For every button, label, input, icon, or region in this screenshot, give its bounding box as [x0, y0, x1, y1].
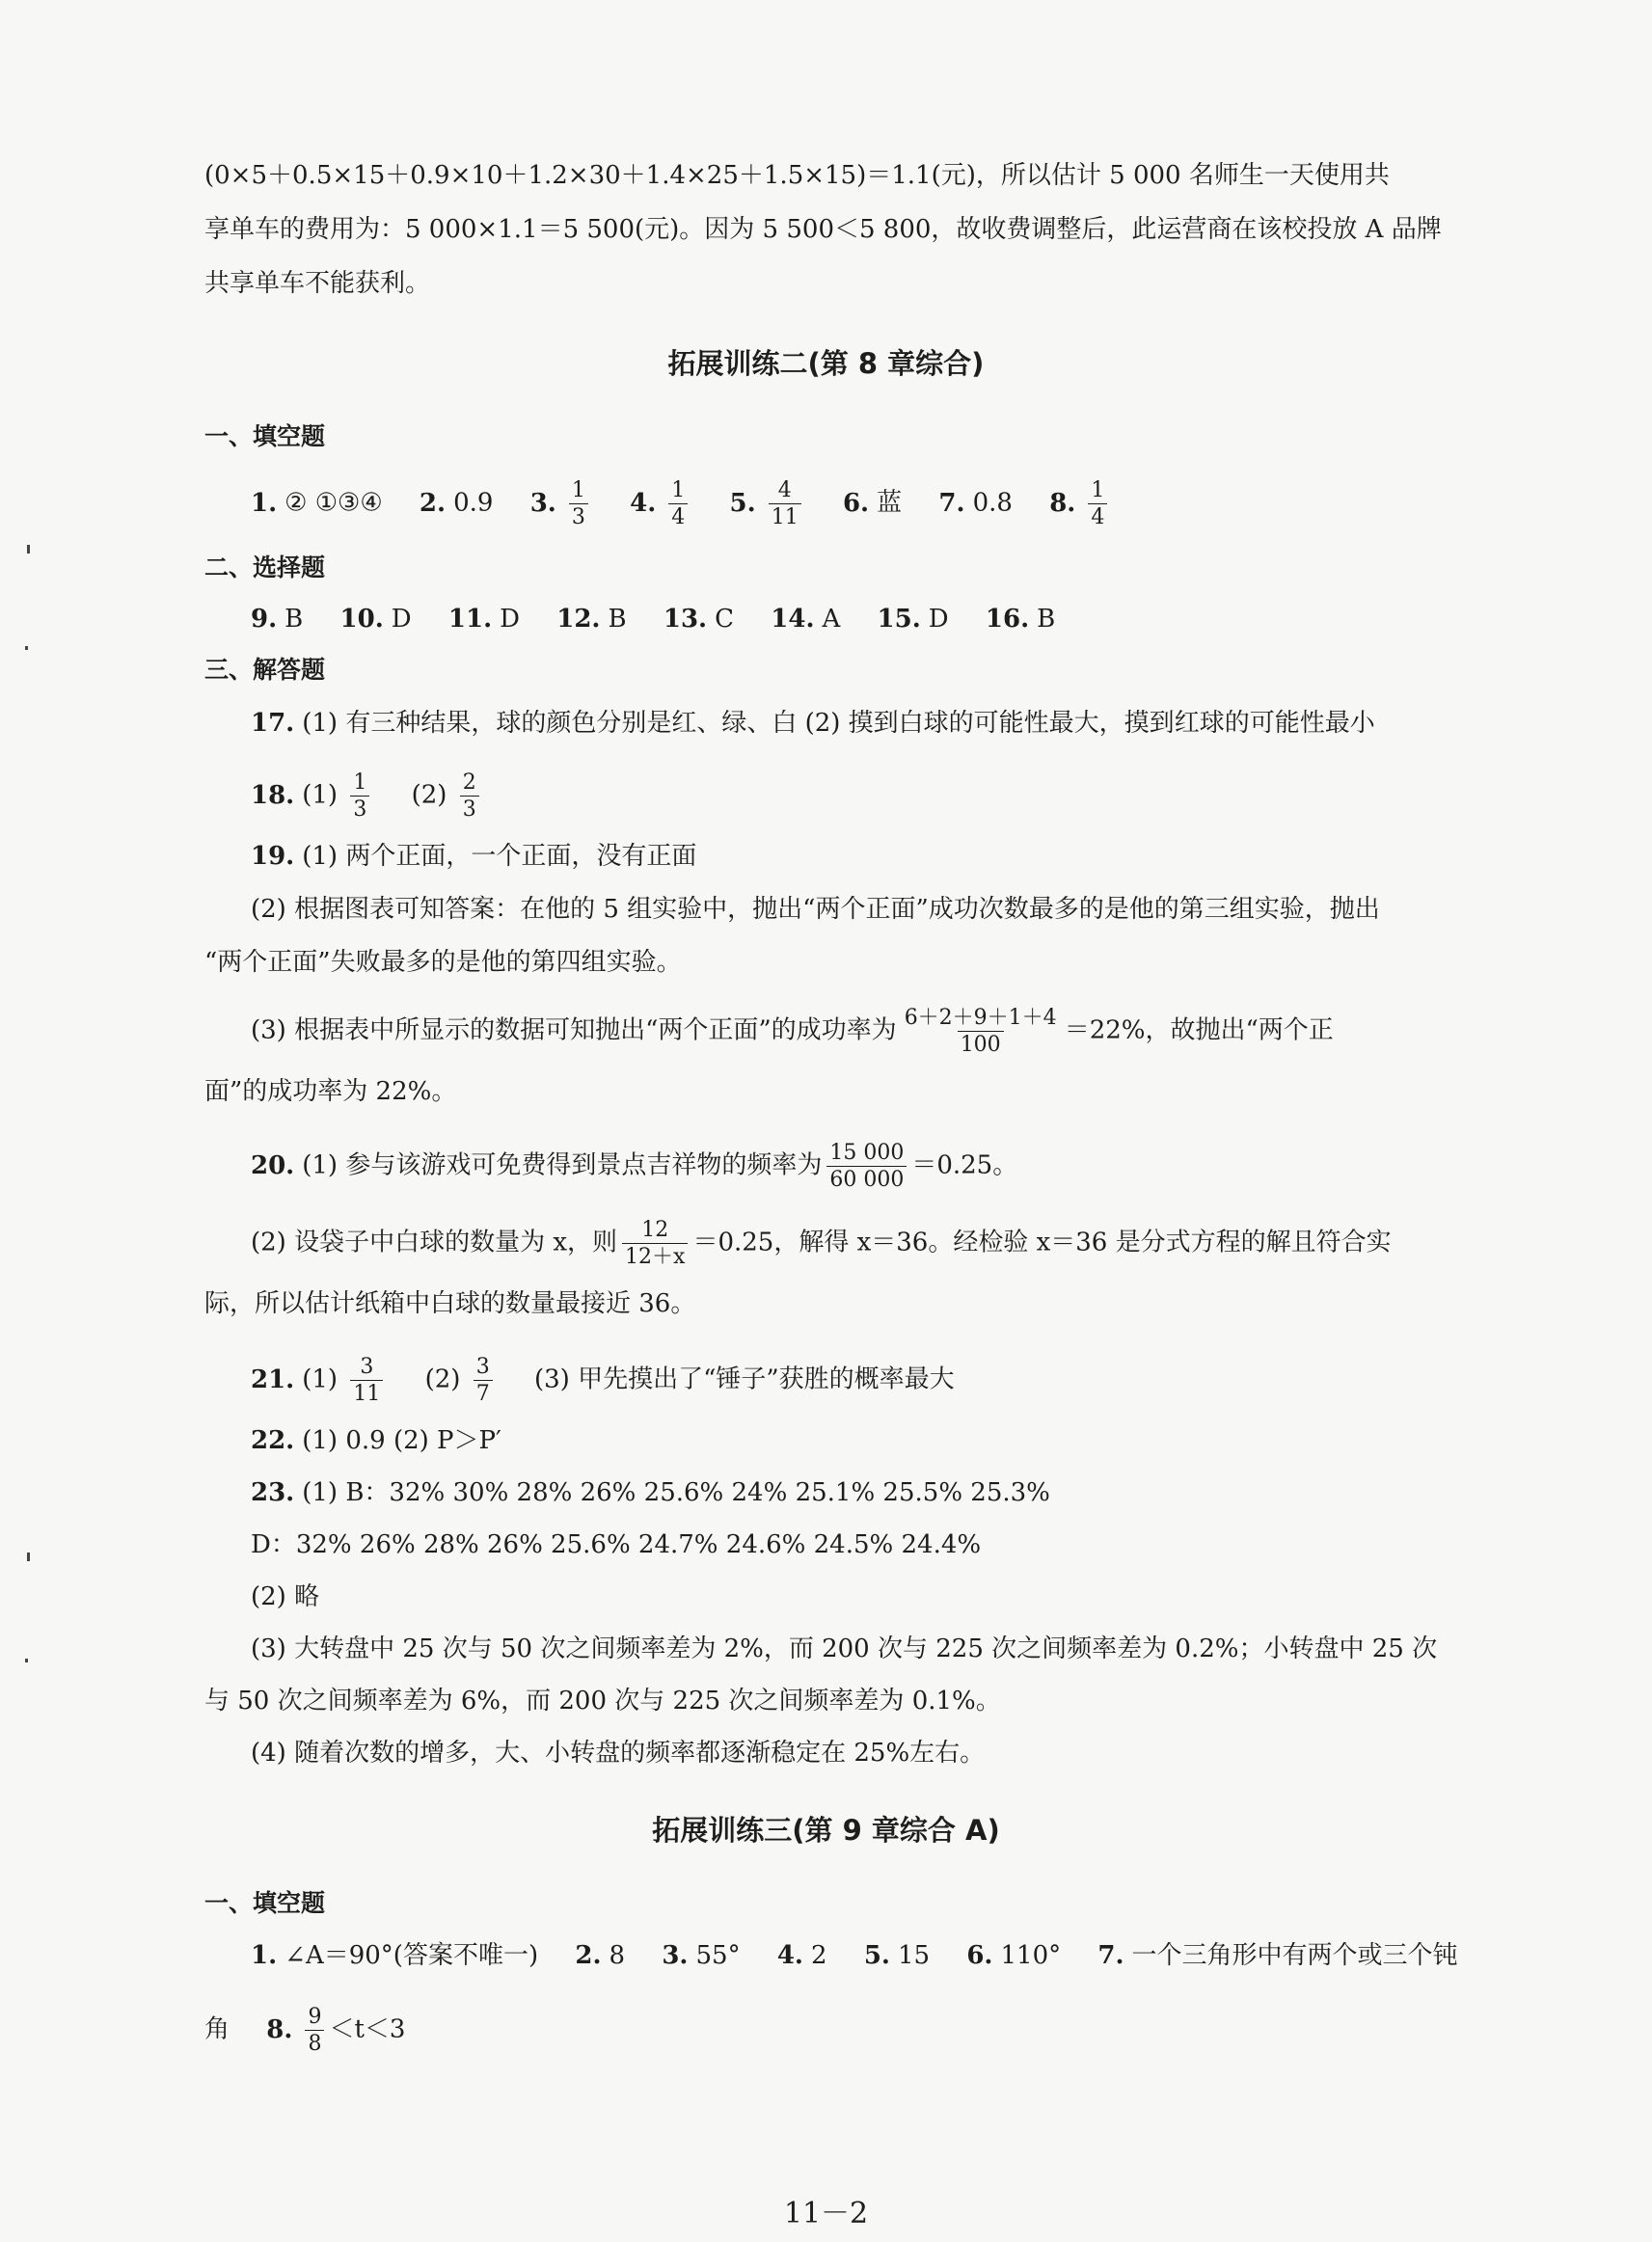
q17-answer: 17. (1) 有三种结果，球的颜色分别是红、绿、白 (2) 摸到白球的可能性最大，摸到红球的可能性最小 [251, 709, 1375, 738]
q21-answer: 21. (1) $\frac{3}{11}$ (2) $\frac{3}{7}$ (3) 甲先摸出了“锤子”获胜的概率最大 [251, 1355, 955, 1407]
section-title-training-3: 拓展训练三(第 9 章综合 A) [652, 1814, 1000, 1847]
heading-fill-blank-2: 一、填空题 [204, 1889, 326, 1917]
q19-part2-line1: (2) 根据图表可知答案：在他的 5 组实验中，抛出“两个正面”成功次数最多的是他的第三组实验，抛出 [251, 895, 1380, 924]
binding-mark [27, 545, 30, 554]
q23-part3-line1: (3) 大转盘中 25 次与 50 次之间频率差为 2%，而 200 次与 225 次之间频率差为 0.2%；小转盘中 25 次 [251, 1634, 1438, 1663]
binding-mark [25, 1659, 28, 1662]
fraction: $\frac{6+2+9+1+4}{100}$ [904, 1006, 1057, 1058]
q23-part1-b: 23. (1) B：32% 30% 28% 26% 25.6% 24% 25.1% 25.5% 25.3% [251, 1478, 1050, 1507]
q20-part2-line1: (2) 设袋子中白球的数量为 x，则 $\frac{12}{12+x}$ ＝0.25，解得 x＝36。经检验 x＝36 是分式方程的解且符合实 [251, 1218, 1392, 1270]
fraction: $\frac{1}{3}$ [350, 771, 369, 821]
q23-part1-d: D：32% 26% 28% 26% 25.6% 24.7% 24.6% 24.5% 24.4% [251, 1530, 982, 1559]
q19-part1: 19. (1) 两个正面，一个正面，没有正面 [251, 842, 697, 871]
fill-blank-answers-2: 1. ∠A＝90°(答案不唯一) 2. 8 3. 55° 4. 2 5. 15 6. 110° 7. 一个三角形中有两个或三个钝 [251, 1941, 1458, 1970]
fraction: $\frac{1}{4}$ [1088, 479, 1107, 528]
choice-answers: 9. B 10. D 11. D 12. B 13. C 14. A 15. D 16. B [251, 605, 1056, 634]
q19-part3-line1: (3) 根据表中所显示的数据可知抛出“两个正面”的成功率为 $\frac{6+2+9+1+4}{100}$ ＝22%，故抛出“两个正 [251, 1006, 1334, 1058]
section-title-training-2: 拓展训练二(第 8 章综合) [667, 347, 985, 380]
fraction: $\frac{3}{11}$ [350, 1356, 383, 1405]
q19-part3-line2: 面”的成功率为 22%。 [204, 1077, 457, 1106]
binding-mark [27, 1553, 30, 1561]
fill-blank-answers: 1. ② ①③④ 2. 0.9 3. $\frac{1}{3}$ 4. $\frac{1}{4}$ 5. $\frac{4}{11}$ 6. 蓝 7. 0.8 8. $\frac{1}{4}$ [251, 479, 1112, 528]
fraction: $\frac{4}{11}$ [769, 479, 801, 528]
q19-part2-line2: “两个正面”失败最多的是他的第四组实验。 [204, 948, 682, 977]
q20-part2-line2: 际，所以估计纸箱中白球的数量最接近 36。 [204, 1289, 696, 1318]
fraction: $\frac{15 000}{60 000}$ [826, 1142, 907, 1191]
fraction: $\frac{1}{3}$ [569, 479, 588, 528]
heading-fill-blank: 一、填空题 [204, 422, 326, 450]
q23-part3-line2: 与 50 次之间频率差为 6%，而 200 次与 225 次之间频率差为 0.1%。 [204, 1687, 1001, 1715]
q23-part4: (4) 随着次数的增多，大、小转盘的频率都逐渐稳定在 25%左右。 [251, 1739, 986, 1768]
intro-line-1: (0×5＋0.5×15＋0.9×10＋1.2×30＋1.4×25＋1.5×15)＝1.1(元)，所以估计 5 000 名师生一天使用共 [204, 161, 1390, 190]
q18-answer: 18. (1) $\frac{1}{3}$ (2) $\frac{2}{3}$ [251, 771, 484, 821]
heading-solutions: 三、解答题 [204, 656, 326, 684]
fraction: $\frac{1}{4}$ [668, 479, 688, 528]
intro-line-3: 共享单车不能获利。 [204, 269, 431, 298]
fraction: $\frac{3}{7}$ [474, 1356, 493, 1405]
intro-line-2: 享单车的费用为：5 000×1.1＝5 500(元)。因为 5 500＜5 800，故收费调整后，此运营商在该校投放 A 品牌 [204, 215, 1442, 244]
fill-blank-answers-2-cont: 角 8. $\frac{9}{8}$ ＜t＜3 [204, 2005, 406, 2057]
binding-mark [25, 646, 28, 650]
fraction: $\frac{12}{12+x}$ [622, 1219, 688, 1268]
fraction: $\frac{9}{8}$ [305, 2006, 324, 2055]
q22-answer: 22. (1) 0.9 (2) P＞P′ [251, 1426, 501, 1455]
q23-part2: (2) 略 [251, 1582, 320, 1611]
fraction: $\frac{2}{3}$ [460, 771, 479, 821]
page-number: 11－2 [783, 2197, 869, 2230]
heading-multiple-choice: 二、选择题 [204, 554, 326, 581]
q20-part1: 20. (1) 参与该游戏可免费得到景点吉祥物的频率为 $\frac{15 000}{60 000}$ ＝0.25。 [251, 1141, 1018, 1193]
